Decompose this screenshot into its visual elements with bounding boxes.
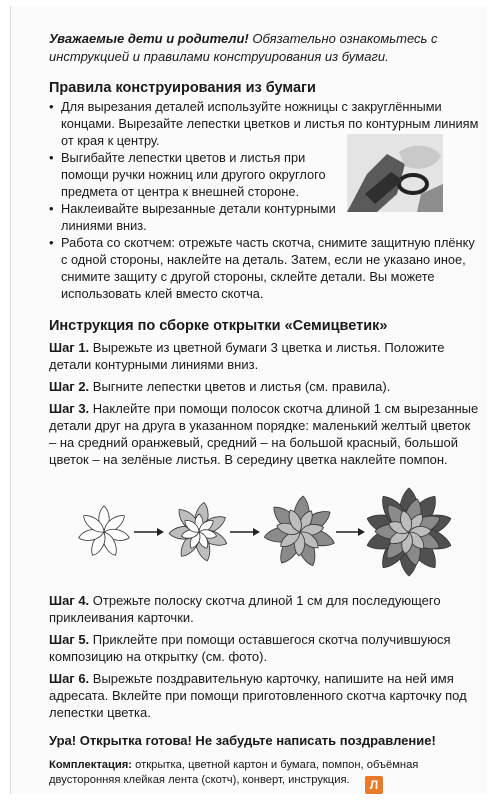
- rule-item: [49, 200, 351, 234]
- arrow-icon: [134, 528, 164, 536]
- instructions-section: [49, 318, 479, 721]
- instructions-title: Инструкция по сборке открытки «Семицветик»: [49, 318, 388, 334]
- kit-label: Комплектация:: [49, 759, 133, 771]
- step-text: Наклейте при помощи полосок скотча длиной 1 см вырезанные детали друг на друга в указанном порядке: маленький желтый цветок – на средний оранжевый, средний – на большой красный, большой цветок – на зелёные листья. В середину цветка наклейте помпон.: [49, 401, 479, 467]
- bullet-icon: •: [49, 150, 54, 165]
- rule-text: Наклеивайте вырезанные детали контурными линиями вниз.: [61, 201, 336, 233]
- bullet-icon: •: [49, 235, 54, 250]
- large-flower-icon: [263, 495, 336, 568]
- arrow-icon: [230, 528, 260, 536]
- step-5: [49, 631, 479, 665]
- kit-text: открытка, цветной картон и бумага, помпон, объёмная двусторонняя клейкая лента (скотч), конверт, инструкция.: [49, 759, 419, 786]
- rule-text: Работа со скотчем: отрежьте часть скотча, снимите защитную плёнку с одной стороны, наклейте на деталь. Затем, если не указано иное, снимите защиту с другой стороны, склейте детали. Вы можете использовать клей вместо скотча.: [61, 235, 475, 301]
- step-text: Вырежьте из цветной бумаги 3 цветка и листья. Положите детали контурными линиями вниз.: [49, 340, 445, 372]
- step-1: [49, 339, 479, 373]
- step-2: [49, 378, 479, 395]
- step-label: Шаг 5.: [49, 632, 90, 647]
- rule-item: [49, 234, 479, 302]
- step-text: Вырежьте поздравительную карточку, напишите на ней имя адресата. Вклейте при помощи приготовленного скотча карточку под лепестки цветка.: [49, 671, 467, 720]
- step-label: Шаг 6.: [49, 671, 90, 686]
- small-flower-icon: [77, 506, 130, 558]
- step-4: [49, 592, 479, 626]
- rule-item: [49, 149, 351, 200]
- intro-paragraph: [49, 30, 479, 66]
- scissors-photo: [347, 134, 443, 212]
- medium-flower-icon: [169, 501, 229, 562]
- flower-assembly-diagram: [49, 486, 479, 578]
- rules-title: Правила конструирования из бумаги: [49, 80, 316, 96]
- step-label: Шаг 3.: [49, 401, 90, 416]
- bullet-icon: •: [49, 201, 54, 216]
- intro-text: Обязательно ознакомьтесь с инструкцией и правилами конструирования из бумаги.: [49, 31, 438, 64]
- step-label: Шаг 2.: [49, 379, 90, 394]
- step-text: Выгните лепестки цветов и листья (см. правила).: [92, 379, 391, 394]
- step-3: [49, 400, 479, 468]
- step-label: Шаг 1.: [49, 340, 90, 355]
- rule-text: Для вырезания деталей используйте ножницы с закруглёнными концами. Вырезайте лепестки цветков и листья по контурным линиям от края к центру.: [61, 99, 479, 148]
- step-text: Отрежьте полоску скотча длиной 1 см для последующего приклеивания карточки.: [49, 593, 441, 625]
- kit-paragraph: [49, 758, 479, 788]
- intro-greeting: Уважаемые дети и родители!: [49, 31, 249, 46]
- step-text: Приклейте при помощи оставшегося скотча получившуюся композицию на открытку (см. фото).: [49, 632, 451, 664]
- instruction-sheet: [10, 6, 487, 794]
- publisher-logo: Л: [365, 776, 383, 794]
- finale-text: Ура! Открытка готова! Не забудьте написать поздравление!: [49, 733, 436, 748]
- rule-text: Выгибайте лепестки цветов и листья при помощи ручки ножниц или другого округлого предмета от центра к внешней стороне.: [61, 150, 326, 199]
- bullet-icon: •: [49, 99, 54, 114]
- arrow-icon: [336, 528, 365, 536]
- step-label: Шаг 4.: [49, 593, 90, 608]
- step-6: [49, 670, 479, 721]
- assembled-flower-icon: [364, 488, 453, 576]
